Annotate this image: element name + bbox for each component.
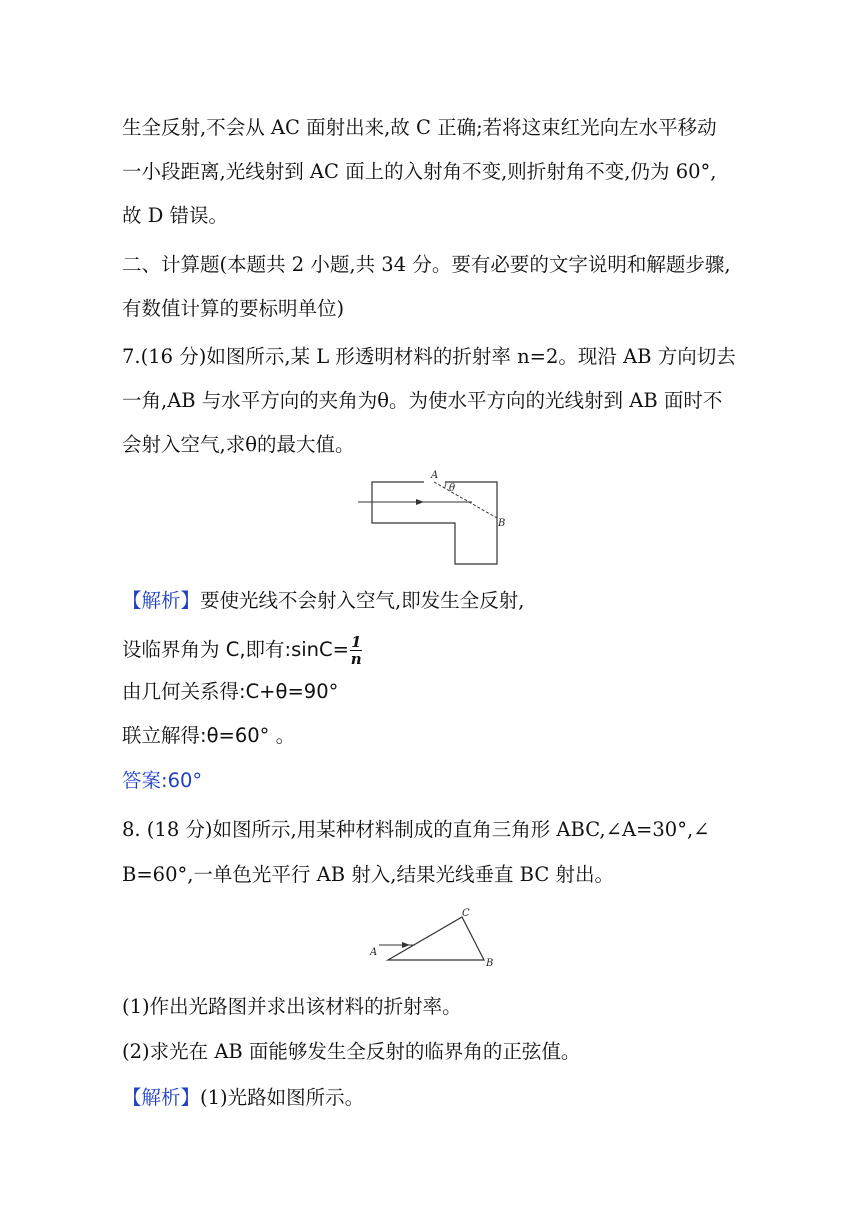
solution-8-line: 【解析】(1)光路如图所示。	[122, 1086, 365, 1109]
analysis-tag: 【解析】	[122, 1086, 201, 1109]
question-7-text: 一角,AB 与水平方向的夹角为θ。为使水平方向的光线射到 AB 面时不	[122, 389, 723, 412]
solution-7-line: 【解析】要使光线不会射入空气,即发生全反射,	[122, 589, 525, 612]
triangle-figure	[366, 905, 506, 971]
text-line: 一小段距离,光线射到 AC 面上的入射角不变,则折射角不变,仍为 60°,	[122, 160, 717, 183]
l-shape-figure	[356, 468, 526, 576]
analysis-tag: 【解析】	[122, 589, 201, 612]
text-line: 有数值计算的要标明单位)	[122, 297, 345, 320]
label-a: A	[370, 947, 378, 958]
ray-arrow	[402, 942, 410, 948]
label-a: A	[431, 470, 439, 481]
theta-arc	[445, 482, 447, 488]
solution-7-line: 设临界角为 C,即有:sinC= $\frac{1}{n}$	[122, 633, 362, 668]
section-heading: 二、计算题(本题共 2 小题,共 34 分。要有必要的文字说明和解题步骤,	[122, 253, 731, 276]
label-b: B	[486, 958, 494, 969]
label-c: C	[462, 908, 470, 919]
l-shape-outline	[372, 482, 497, 564]
label-b: B	[498, 518, 506, 529]
question-8-part-1: (1)作出光路图并求出该材料的折射率。	[122, 995, 462, 1018]
question-8-text: 8. (18 分)如图所示,用某种材料制成的直角三角形 ABC,∠A=30°,∠	[122, 818, 710, 841]
label-theta: θ	[449, 483, 456, 494]
fraction-1-over-n: $\frac{1}{n}$	[350, 633, 362, 668]
solution-7-line: 由几何关系得:C+θ=90°	[122, 680, 339, 703]
triangle-abc	[388, 917, 484, 960]
cut-line-ab	[434, 482, 497, 518]
question-8-text: B=60°,一单色光平行 AB 射入,结果光线垂直 BC 射出。	[122, 863, 614, 886]
text-line: 生全反射,不会从 AC 面射出来,故 C 正确;若将这束红光向左水平移动	[122, 116, 717, 139]
question-8-part-2: (2)求光在 AB 面能够发生全反射的临界角的正弦值。	[122, 1040, 581, 1063]
answer-7: 答案:60°	[122, 769, 203, 792]
question-7-text: 7.(16 分)如图所示,某 L 形透明材料的折射率 n=2。现沿 AB 方向切去	[122, 345, 736, 368]
question-7-text: 会射入空气,求θ的最大值。	[122, 433, 355, 456]
ray-arrow	[416, 499, 424, 505]
text-line: 故 D 错误。	[122, 204, 229, 227]
solution-7-line: 联立解得:θ=60° 。	[122, 724, 296, 747]
